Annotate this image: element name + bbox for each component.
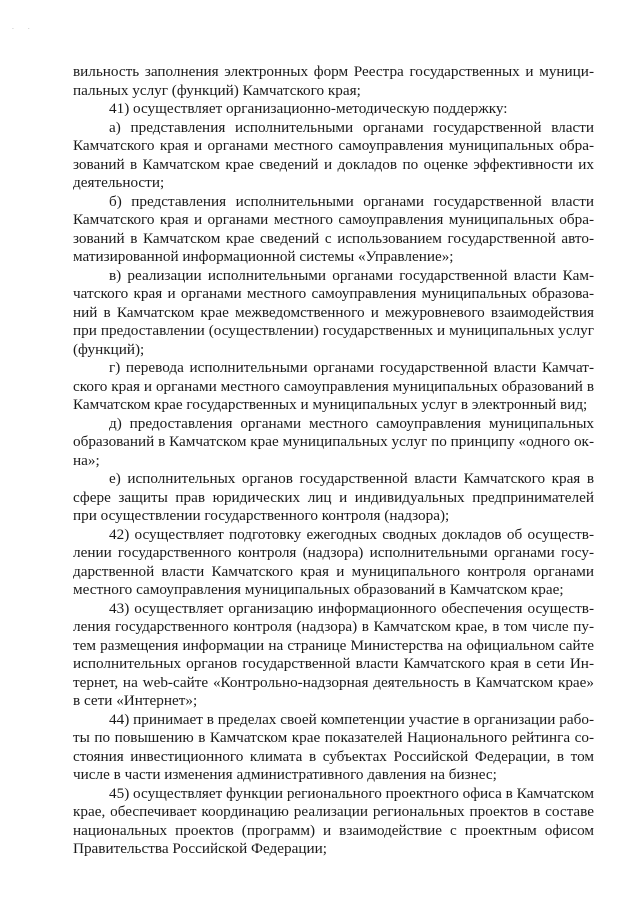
paragraph: в) реализации исполнительными органами государственной власти Камчатского края и органами местного самоуправления муниципальных образований в Камчатском крае межведомственного и межуровневого взаимодействия при предоставлении (осуществлении) государственных и муниципальных услуг (функций); <box>73 266 594 358</box>
paragraph: 44) принимает в пределах своей компетенции участие в организации работы по повышению в Камчатском крае показателей Национального рейтинга состояния инвестиционного климата в субъектах Российской Федерации, в том числе в части изменения административного давления на бизнес; <box>73 710 594 783</box>
paragraph: д) предоставления органами местного самоуправления муниципальных образований в Камчатском крае муниципальных услуг по принципу «одного окна»; <box>73 414 594 469</box>
paragraph: 45) осуществляет функции регионального проектного офиса в Камчатском крае, обеспечивает координацию реализации региональных проектов в составе национальных проектов (программ) и взаимодействие с проектным офисом Правительства Российской Федерации; <box>73 784 594 857</box>
paragraph: г) перевода исполнительными органами государственной власти Камчатского края и органами местного самоуправления муниципальных образований в Камчатском крае государственных и муниципальных услуг в электронный вид; <box>73 359 594 413</box>
scan-corner-marks: · · <box>12 26 36 33</box>
document-text-block <box>73 63 594 859</box>
paragraph: 42) осуществляет подготовку ежегодных сводных докладов об осуществлении государственного контроля (надзора) исполнительными органами государственной власти Камчатского края и муниципального контроля органами местного самоуправления муниципальных образований в Камчатском крае; <box>73 525 594 598</box>
paragraph: е) исполнительных органов государственной власти Камчатского края в сфере защиты прав юридических лиц и индивидуальных предпринимателей при осуществлении государственного контроля (надзора); <box>73 470 594 524</box>
paragraph: вильность заполнения электронных форм Реестра государственных и муниципальных услуг (функций) Камчатского края; <box>73 63 594 99</box>
paragraph: 41) осуществляет организационно-методическую поддержку: <box>109 100 508 117</box>
paragraph: 43) осуществляет организацию информационного обеспечения осуществления государственного контроля (надзора) в Камчатском крае, в том числе путем размещения информации на странице Министерства на официальном сайте исполнительных органов государственной власти Камчатского края в сети Интернет, на web-сайте «Контрольно-надзорная деятельность в Камчатском крае» в сети «Интернет»; <box>73 599 594 709</box>
paragraph: б) представления исполнительными органами государственной власти Камчатского края и органами местного самоуправления муниципальных образований в Камчатском крае сведений с использованием государственной автоматизированной информационной системы «Управление»; <box>73 192 594 265</box>
paragraph: а) представления исполнительными органами государственной власти Камчатского края и органами местного самоуправления муниципальных образований в Камчатском крае сведений и докладов по оценке эффективности их деятельности; <box>73 118 594 191</box>
